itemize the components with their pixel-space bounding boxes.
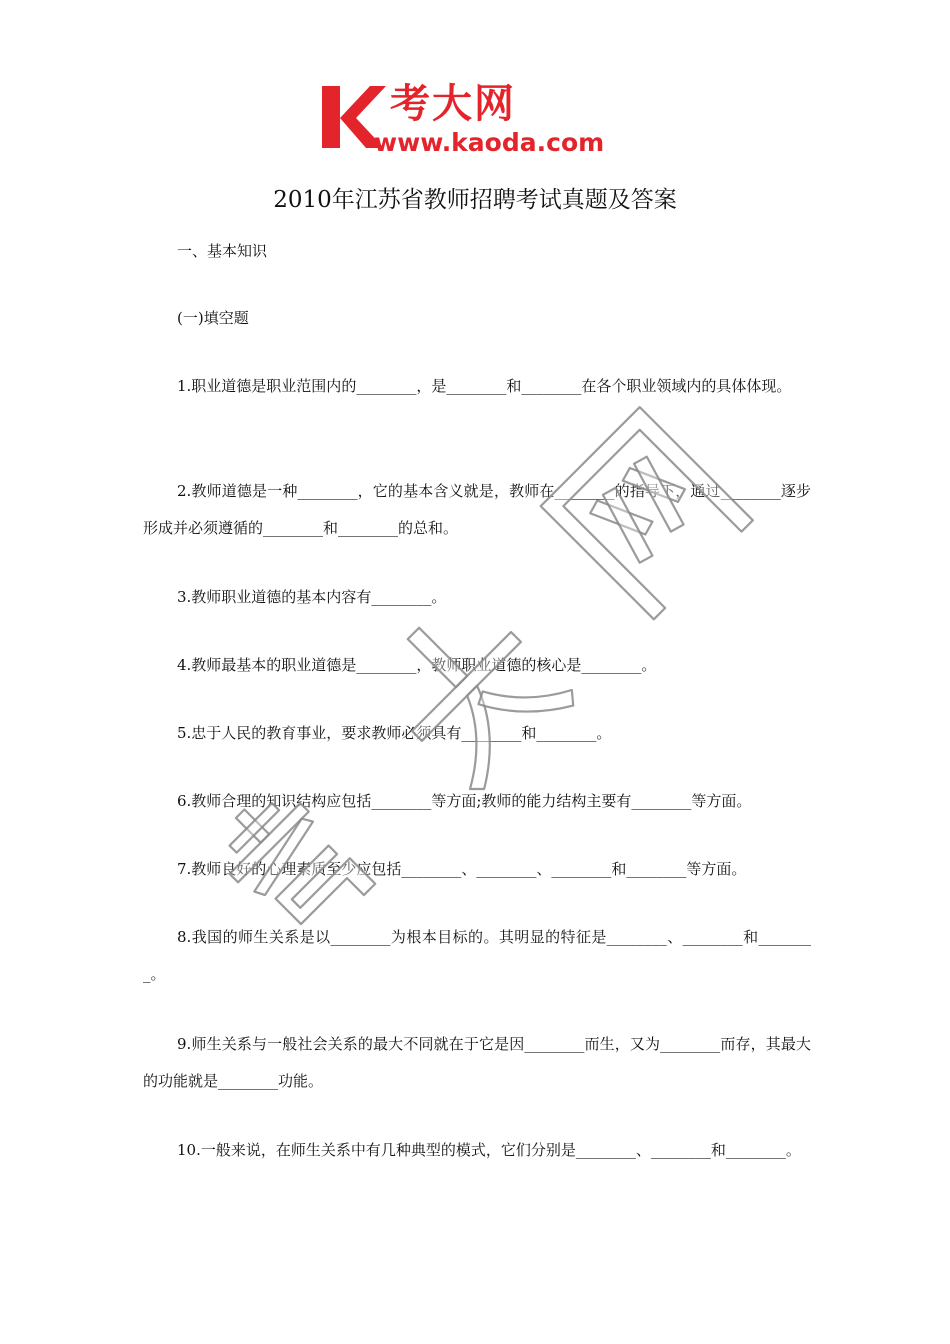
document-title: 2010年江苏省教师招聘考试真题及答案 xyxy=(273,187,677,213)
logo-url-text: www.kaoda.com xyxy=(374,128,605,157)
logo-chinese-text: 考大网 xyxy=(390,81,516,127)
site-logo xyxy=(318,80,638,160)
question-6: 6.教师合理的知识结构应包括________等方面;教师的能力结构主要有________等方面。 xyxy=(177,792,752,810)
question-7: 7.教师良好的心理素质至少应包括________、________、________和________等方面。 xyxy=(177,860,747,878)
question-3: 3.教师职业道德的基本内容有________。 xyxy=(177,588,447,606)
subsection-heading: (一)填空题 xyxy=(177,309,249,327)
section-heading: 一、基本知识 xyxy=(177,242,268,260)
question-5: 5.忠于人民的教育事业，要求教师必须具有________和________。 xyxy=(177,724,612,742)
question-2: 2.教师道德是一种________，它的基本含义就是，教师在________的指导下，通过________逐步形成并必须遵循的________和________的总和。 xyxy=(143,482,811,537)
question-8: 8.我国的师生关系是以________为根本目标的。其明显的特征是________、________和________。 xyxy=(143,928,811,983)
question-10: 10.一般来说，在师生关系中有几种典型的模式，它们分别是________、________和________。 xyxy=(177,1141,801,1159)
question-4: 4.教师最基本的职业道德是________，教师职业道德的核心是________。 xyxy=(177,656,657,674)
question-9: 9.师生关系与一般社会关系的最大不同就在于它是因________而生，又为________而存，其最大的功能就是________功能。 xyxy=(143,1035,811,1090)
question-1: 1.职业道德是职业范围内的________，是________和________在各个职业领域内的具体体现。 xyxy=(177,377,792,395)
